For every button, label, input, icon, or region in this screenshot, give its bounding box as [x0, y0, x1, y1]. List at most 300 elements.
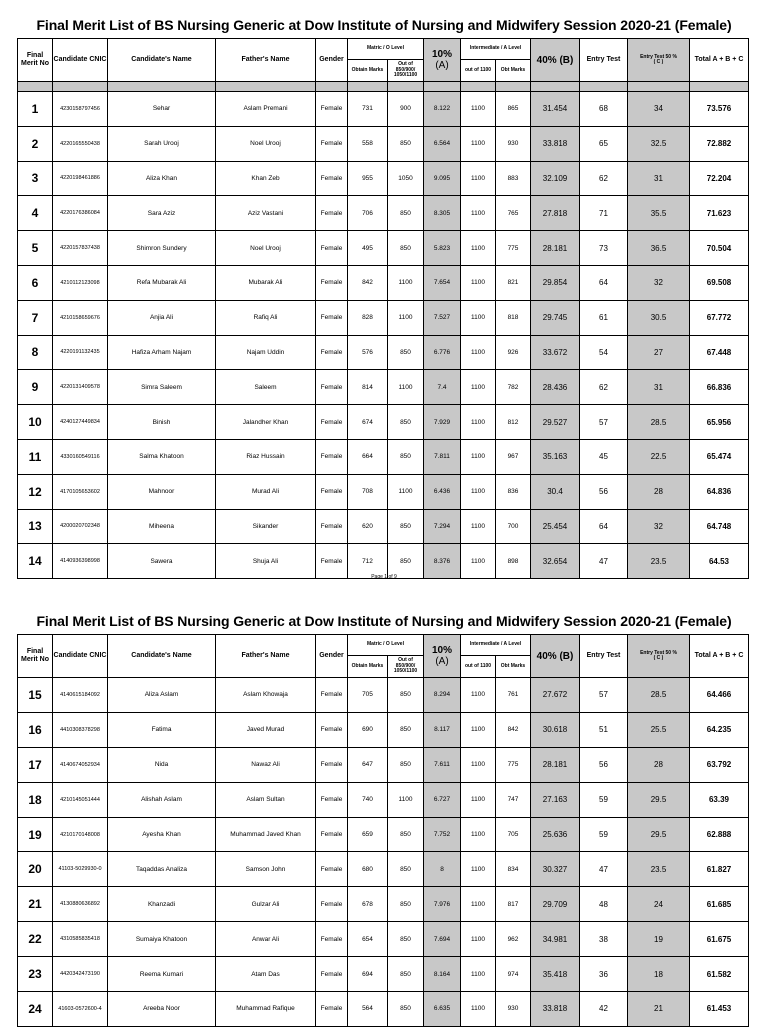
- cell-entry-test: 47: [580, 852, 628, 887]
- cell-total: 65.956: [690, 405, 749, 440]
- table-row: [18, 92, 749, 127]
- cell-candidate-name: Mahnoor: [108, 474, 216, 509]
- cell-ten-pct: 8.376: [424, 544, 461, 579]
- cell-entry-test-50: 29.5: [628, 817, 690, 852]
- cell-father-name: Shuja Ali: [216, 544, 316, 579]
- cell-inter-obtain: 817: [496, 887, 531, 922]
- cell-entry-test: 59: [580, 782, 628, 817]
- cell-ten-pct: 6.564: [424, 126, 461, 161]
- cell-candidate-name: Reema Kumari: [108, 957, 216, 992]
- cell-father-name: Jalandher Khan: [216, 405, 316, 440]
- cell-cnic: 4220198461886: [53, 161, 108, 196]
- cell-matric-out-of: 850: [388, 335, 424, 370]
- cell-merit-no: 20: [18, 852, 53, 887]
- cell-matric-out-of: 850: [388, 126, 424, 161]
- cell-ten-pct: 7.811: [424, 439, 461, 474]
- cell-entry-test-50: 28.5: [628, 405, 690, 440]
- cell-gender: Female: [316, 196, 348, 231]
- cell-father-name: Nawaz Ali: [216, 747, 316, 782]
- header-total: Total A + B + C: [690, 39, 749, 82]
- cell-gender: Female: [316, 126, 348, 161]
- cell-inter-out-of: 1100: [461, 335, 496, 370]
- cell-cnic: 4220191132435: [53, 335, 108, 370]
- cell-entry-test: 64: [580, 265, 628, 300]
- cell-merit-no: 10: [18, 405, 53, 440]
- cell-ten-pct: 7.4: [424, 370, 461, 405]
- cell-forty-pct: 35.163: [531, 439, 580, 474]
- cell-merit-no: 5: [18, 231, 53, 266]
- cell-ten-pct: 6.727: [424, 782, 461, 817]
- cell-candidate-name: Areeba Noor: [108, 992, 216, 1027]
- cell-total: 62.888: [690, 817, 749, 852]
- header-candidate-name: Candidate's Name: [108, 39, 216, 82]
- cell-matric-out-of: 850: [388, 887, 424, 922]
- cell-total: 61.685: [690, 887, 749, 922]
- cell-cnic: 4210158659676: [53, 300, 108, 335]
- cell-matric-obtain: 706: [348, 196, 388, 231]
- cell-ten-pct: 7.527: [424, 300, 461, 335]
- cell-merit-no: 15: [18, 678, 53, 713]
- cell-inter-obtain: 812: [496, 405, 531, 440]
- cell-candidate-name: Alishah Aslam: [108, 782, 216, 817]
- cell-inter-out-of: 1100: [461, 782, 496, 817]
- cell-inter-out-of: 1100: [461, 126, 496, 161]
- cell-cnic: 4140615184092: [53, 678, 108, 713]
- cell-forty-pct: 27.818: [531, 196, 580, 231]
- cell-matric-obtain: 558: [348, 126, 388, 161]
- cell-inter-obtain: 967: [496, 439, 531, 474]
- cell-inter-out-of: 1100: [461, 439, 496, 474]
- cell-entry-test: 61: [580, 300, 628, 335]
- cell-matric-out-of: 1100: [388, 782, 424, 817]
- cell-entry-test: 48: [580, 887, 628, 922]
- cell-matric-out-of: 850: [388, 544, 424, 579]
- header-obtain-marks: Obtain Marks: [348, 656, 388, 678]
- cell-inter-obtain: 765: [496, 196, 531, 231]
- cell-entry-test: 59: [580, 817, 628, 852]
- cell-ten-pct: 6.436: [424, 474, 461, 509]
- cell-forty-pct: 35.418: [531, 957, 580, 992]
- cell-forty-pct: 29.527: [531, 405, 580, 440]
- cell-forty-pct: 28.436: [531, 370, 580, 405]
- cell-father-name: Gulzar Ali: [216, 887, 316, 922]
- cell-ten-pct: 7.752: [424, 817, 461, 852]
- cell-total: 73.576: [690, 92, 749, 127]
- cell-merit-no: 6: [18, 265, 53, 300]
- cell-inter-out-of: 1100: [461, 92, 496, 127]
- cell-father-name: Noel Urooj: [216, 126, 316, 161]
- cell-gender: Female: [316, 439, 348, 474]
- cell-matric-out-of: 850: [388, 852, 424, 887]
- header-out-of-1100: out of 1100: [461, 60, 496, 82]
- cell-matric-obtain: 712: [348, 544, 388, 579]
- cell-matric-obtain: 620: [348, 509, 388, 544]
- header-out-of-matric: Out of 850/900/ 1050/1100: [388, 60, 424, 82]
- cell-matric-out-of: 850: [388, 196, 424, 231]
- cell-forty-pct: 34.981: [531, 922, 580, 957]
- cell-gender: Female: [316, 544, 348, 579]
- cell-gender: Female: [316, 782, 348, 817]
- cell-total: 61.675: [690, 922, 749, 957]
- cell-gender: Female: [316, 231, 348, 266]
- cell-forty-pct: 27.672: [531, 678, 580, 713]
- cell-entry-test-50: 19: [628, 922, 690, 957]
- cell-ten-pct: 7.929: [424, 405, 461, 440]
- cell-entry-test: 68: [580, 92, 628, 127]
- cell-merit-no: 8: [18, 335, 53, 370]
- cell-merit-no: 3: [18, 161, 53, 196]
- cell-entry-test-50: 36.5: [628, 231, 690, 266]
- cell-matric-obtain: 659: [348, 817, 388, 852]
- cell-total: 69.508: [690, 265, 749, 300]
- cell-inter-out-of: 1100: [461, 957, 496, 992]
- cell-candidate-name: Sawera: [108, 544, 216, 579]
- cell-entry-test: 62: [580, 161, 628, 196]
- cell-entry-test-50: 34: [628, 92, 690, 127]
- cell-total: 64.53: [690, 544, 749, 579]
- cell-candidate-name: Khanzadi: [108, 887, 216, 922]
- cell-father-name: Saleem: [216, 370, 316, 405]
- cell-cnic: 41103-5029930-0: [53, 852, 108, 887]
- cell-entry-test: 47: [580, 544, 628, 579]
- cell-matric-out-of: 900: [388, 92, 424, 127]
- cell-matric-out-of: 850: [388, 231, 424, 266]
- header-cnic: Candidate CNIC: [53, 39, 108, 82]
- cell-father-name: Javed Murad: [216, 712, 316, 747]
- cell-merit-no: 14: [18, 544, 53, 579]
- cell-candidate-name: Shimron Sundery: [108, 231, 216, 266]
- header-inter-group: Intermediate / A Level: [461, 39, 531, 60]
- cell-ten-pct: 8.164: [424, 957, 461, 992]
- cell-inter-obtain: 782: [496, 370, 531, 405]
- table-row: [18, 782, 749, 817]
- cell-entry-test: 57: [580, 678, 628, 713]
- cell-matric-out-of: 1100: [388, 265, 424, 300]
- cell-total: 66.836: [690, 370, 749, 405]
- header-ten-pct: [424, 39, 461, 82]
- cell-matric-out-of: 850: [388, 817, 424, 852]
- cell-cnic: 4410308378298: [53, 712, 108, 747]
- cell-inter-obtain: 930: [496, 992, 531, 1027]
- cell-ten-pct: 8: [424, 852, 461, 887]
- table-row: [18, 439, 749, 474]
- cell-entry-test-50: 28: [628, 474, 690, 509]
- cell-inter-obtain: 836: [496, 474, 531, 509]
- merit-table: [17, 634, 749, 1027]
- cell-inter-obtain: 926: [496, 335, 531, 370]
- cell-inter-obtain: 775: [496, 231, 531, 266]
- cell-merit-no: 7: [18, 300, 53, 335]
- cell-inter-obtain: 821: [496, 265, 531, 300]
- table-row: [18, 992, 749, 1027]
- cell-entry-test-50: 28.5: [628, 678, 690, 713]
- header-father-name: Father's Name: [216, 39, 316, 82]
- header-cnic: Candidate CNIC: [53, 635, 108, 678]
- cell-entry-test: 36: [580, 957, 628, 992]
- table-row: [18, 712, 749, 747]
- table-row: [18, 161, 749, 196]
- cell-inter-obtain: 930: [496, 126, 531, 161]
- cell-father-name: Aslam Sultan: [216, 782, 316, 817]
- table-row: [18, 474, 749, 509]
- cell-entry-test: 38: [580, 922, 628, 957]
- table-row: [18, 300, 749, 335]
- cell-entry-test: 64: [580, 509, 628, 544]
- cell-candidate-name: Refa Mubarak Ali: [108, 265, 216, 300]
- cell-father-name: Aziz Vastani: [216, 196, 316, 231]
- cell-forty-pct: 29.745: [531, 300, 580, 335]
- table-row: [18, 126, 749, 161]
- cell-matric-out-of: 850: [388, 957, 424, 992]
- cell-inter-out-of: 1100: [461, 678, 496, 713]
- cell-entry-test-50: 27: [628, 335, 690, 370]
- table-row: [18, 509, 749, 544]
- cell-gender: Female: [316, 712, 348, 747]
- cell-father-name: Aslam Khowaja: [216, 678, 316, 713]
- cell-entry-test-50: 32: [628, 265, 690, 300]
- cell-candidate-name: Binish: [108, 405, 216, 440]
- header-final-merit-no: Final Merit No: [18, 39, 53, 82]
- cell-cnic: 41603-0572600-4: [53, 992, 108, 1027]
- cell-merit-no: 18: [18, 782, 53, 817]
- cell-ten-pct: 8.117: [424, 712, 461, 747]
- cell-entry-test-50: 22.5: [628, 439, 690, 474]
- cell-candidate-name: Hafiza Arham Najam: [108, 335, 216, 370]
- cell-entry-test-50: 31: [628, 370, 690, 405]
- cell-total: 67.772: [690, 300, 749, 335]
- cell-gender: Female: [316, 265, 348, 300]
- cell-candidate-name: Aliza Khan: [108, 161, 216, 196]
- cell-candidate-name: Nida: [108, 747, 216, 782]
- cell-forty-pct: 30.4: [531, 474, 580, 509]
- cell-inter-out-of: 1100: [461, 887, 496, 922]
- cell-ten-pct: 9.095: [424, 161, 461, 196]
- cell-candidate-name: Anjia Ali: [108, 300, 216, 335]
- cell-forty-pct: 27.163: [531, 782, 580, 817]
- cell-inter-out-of: 1100: [461, 265, 496, 300]
- cell-inter-obtain: 705: [496, 817, 531, 852]
- cell-matric-obtain: 680: [348, 852, 388, 887]
- cell-total: 72.204: [690, 161, 749, 196]
- header-obt-marks: Obt Marks: [496, 60, 531, 82]
- table-row: [18, 887, 749, 922]
- cell-matric-obtain: 740: [348, 782, 388, 817]
- cell-total: 70.504: [690, 231, 749, 266]
- cell-matric-obtain: 678: [348, 887, 388, 922]
- cell-candidate-name: Sara Aziz: [108, 196, 216, 231]
- header-gender: Gender: [316, 39, 348, 82]
- cell-inter-obtain: 834: [496, 852, 531, 887]
- cell-matric-out-of: 850: [388, 992, 424, 1027]
- cell-candidate-name: Aliza Aslam: [108, 678, 216, 713]
- cell-merit-no: 2: [18, 126, 53, 161]
- cell-ten-pct: 8.305: [424, 196, 461, 231]
- cell-matric-obtain: 814: [348, 370, 388, 405]
- cell-inter-obtain: 962: [496, 922, 531, 957]
- cell-candidate-name: Miheena: [108, 509, 216, 544]
- cell-father-name: Anwar Ali: [216, 922, 316, 957]
- cell-gender: Female: [316, 300, 348, 335]
- cell-matric-out-of: 850: [388, 509, 424, 544]
- cell-forty-pct: 25.636: [531, 817, 580, 852]
- cell-cnic: 4230158797456: [53, 92, 108, 127]
- cell-forty-pct: 31.454: [531, 92, 580, 127]
- header-obt-marks: Obt Marks: [496, 656, 531, 678]
- cell-entry-test-50: 18: [628, 957, 690, 992]
- cell-matric-obtain: 842: [348, 265, 388, 300]
- cell-total: 63.792: [690, 747, 749, 782]
- table-row: [18, 370, 749, 405]
- cell-matric-obtain: 828: [348, 300, 388, 335]
- cell-father-name: Aslam Premani: [216, 92, 316, 127]
- cell-forty-pct: 30.618: [531, 712, 580, 747]
- cell-entry-test-50: 28: [628, 747, 690, 782]
- cell-inter-obtain: 700: [496, 509, 531, 544]
- cell-ten-pct: 6.776: [424, 335, 461, 370]
- cell-cnic: 4200020702348: [53, 509, 108, 544]
- cell-entry-test: 51: [580, 712, 628, 747]
- cell-inter-out-of: 1100: [461, 474, 496, 509]
- cell-matric-out-of: 850: [388, 439, 424, 474]
- merit-table: [17, 38, 749, 579]
- cell-father-name: Muhammad Rafique: [216, 992, 316, 1027]
- cell-entry-test: 57: [580, 405, 628, 440]
- cell-cnic: 4220165550438: [53, 126, 108, 161]
- cell-inter-obtain: 865: [496, 92, 531, 127]
- cell-total: 67.448: [690, 335, 749, 370]
- cell-ten-pct: 7.611: [424, 747, 461, 782]
- cell-father-name: Najam Uddin: [216, 335, 316, 370]
- cell-candidate-name: Simra Saleem: [108, 370, 216, 405]
- header-entry-test-50-label: Entry Test 50 %: [640, 53, 677, 60]
- cell-inter-obtain: 842: [496, 712, 531, 747]
- table-row: [18, 817, 749, 852]
- cell-entry-test-50: 25.5: [628, 712, 690, 747]
- header-entry-test: Entry Test: [580, 635, 628, 678]
- cell-forty-pct: 29.854: [531, 265, 580, 300]
- cell-entry-test-50: 30.5: [628, 300, 690, 335]
- cell-entry-test: 73: [580, 231, 628, 266]
- cell-father-name: Rafiq Ali: [216, 300, 316, 335]
- cell-father-name: Noel Urooj: [216, 231, 316, 266]
- cell-merit-no: 12: [18, 474, 53, 509]
- cell-inter-out-of: 1100: [461, 992, 496, 1027]
- cell-entry-test: 54: [580, 335, 628, 370]
- header-entry-test-50-sub: ( C ): [653, 59, 664, 65]
- cell-entry-test-50: 23.5: [628, 544, 690, 579]
- cell-total: 64.466: [690, 678, 749, 713]
- header-ten-pct-sub: (A): [435, 656, 449, 667]
- table-row: [18, 231, 749, 266]
- cell-entry-test: 62: [580, 370, 628, 405]
- cell-merit-no: 23: [18, 957, 53, 992]
- table-row: [18, 922, 749, 957]
- header-obtain-marks: Obtain Marks: [348, 60, 388, 82]
- cell-gender: Female: [316, 678, 348, 713]
- cell-ten-pct: 8.294: [424, 678, 461, 713]
- cell-total: 72.882: [690, 126, 749, 161]
- cell-cnic: 4420342473190: [53, 957, 108, 992]
- cell-entry-test: 65: [580, 126, 628, 161]
- cell-inter-obtain: 761: [496, 678, 531, 713]
- header-matric-group: Matric / O Level: [348, 39, 424, 60]
- cell-matric-out-of: 1050: [388, 161, 424, 196]
- cell-merit-no: 21: [18, 887, 53, 922]
- cell-matric-obtain: 654: [348, 922, 388, 957]
- cell-entry-test-50: 35.5: [628, 196, 690, 231]
- cell-inter-obtain: 775: [496, 747, 531, 782]
- cell-inter-out-of: 1100: [461, 405, 496, 440]
- header-ten-pct-label: 10%: [431, 645, 452, 656]
- cell-inter-out-of: 1100: [461, 544, 496, 579]
- cell-candidate-name: Sarah Urooj: [108, 126, 216, 161]
- cell-inter-out-of: 1100: [461, 196, 496, 231]
- cell-inter-out-of: 1100: [461, 300, 496, 335]
- cell-gender: Female: [316, 957, 348, 992]
- cell-gender: Female: [316, 92, 348, 127]
- header-out-of-1100: out of 1100: [461, 656, 496, 678]
- cell-cnic: 4240127449834: [53, 405, 108, 440]
- cell-matric-obtain: 664: [348, 439, 388, 474]
- cell-entry-test: 42: [580, 992, 628, 1027]
- header-entry-test-50: [628, 635, 690, 678]
- cell-inter-out-of: 1100: [461, 370, 496, 405]
- cell-gender: Female: [316, 161, 348, 196]
- cell-matric-obtain: 674: [348, 405, 388, 440]
- cell-inter-out-of: 1100: [461, 509, 496, 544]
- header-ten-pct-label: 10%: [431, 49, 452, 60]
- page-title: Final Merit List of BS Nursing Generic at Dow Institute of Nursing and Midwifery Session 2020-21 (Female): [36, 613, 732, 629]
- cell-merit-no: 17: [18, 747, 53, 782]
- cell-cnic: 4220131409578: [53, 370, 108, 405]
- cell-gender: Female: [316, 405, 348, 440]
- table-row: [18, 852, 749, 887]
- cell-entry-test-50: 32: [628, 509, 690, 544]
- cell-candidate-name: Sehar: [108, 92, 216, 127]
- cell-total: 63.39: [690, 782, 749, 817]
- cell-entry-test-50: 31: [628, 161, 690, 196]
- cell-forty-pct: 33.818: [531, 126, 580, 161]
- cell-cnic: 4140936398998: [53, 544, 108, 579]
- cell-matric-obtain: 495: [348, 231, 388, 266]
- header-entry-test-50-sub: ( C ): [653, 655, 664, 661]
- header-candidate-name: Candidate's Name: [108, 635, 216, 678]
- cell-entry-test: 56: [580, 474, 628, 509]
- cell-total: 61.582: [690, 957, 749, 992]
- cell-candidate-name: Fatima: [108, 712, 216, 747]
- cell-cnic: 4210145051444: [53, 782, 108, 817]
- header-father-name: Father's Name: [216, 635, 316, 678]
- cell-entry-test-50: 23.5: [628, 852, 690, 887]
- cell-inter-out-of: 1100: [461, 161, 496, 196]
- header-entry-test: Entry Test: [580, 39, 628, 82]
- cell-total: 64.748: [690, 509, 749, 544]
- cell-forty-pct: 28.181: [531, 231, 580, 266]
- cell-entry-test-50: 29.5: [628, 782, 690, 817]
- cell-father-name: Murad Ali: [216, 474, 316, 509]
- cell-merit-no: 11: [18, 439, 53, 474]
- cell-forty-pct: 32.109: [531, 161, 580, 196]
- cell-gender: Female: [316, 922, 348, 957]
- cell-matric-obtain: 576: [348, 335, 388, 370]
- cell-inter-out-of: 1100: [461, 712, 496, 747]
- cell-matric-obtain: 564: [348, 992, 388, 1027]
- table-row: [18, 265, 749, 300]
- cell-inter-out-of: 1100: [461, 747, 496, 782]
- cell-gender: Female: [316, 509, 348, 544]
- cell-father-name: Muhammad Javed Khan: [216, 817, 316, 852]
- cell-matric-out-of: 850: [388, 678, 424, 713]
